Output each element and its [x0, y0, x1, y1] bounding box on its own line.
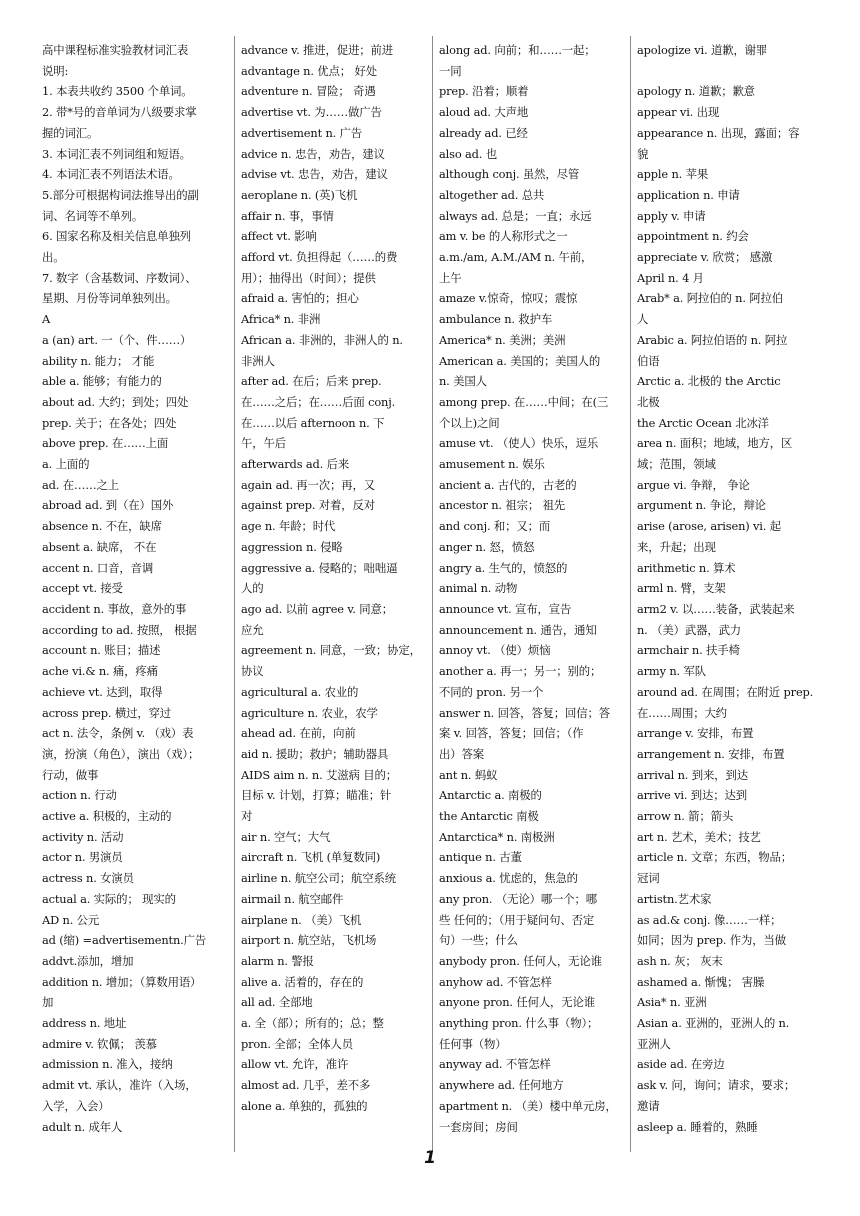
entry-line: arrangement n. 安排，布置: [637, 746, 785, 761]
entry-line: arml n. 臂，支架: [637, 581, 726, 596]
entry-line: anger n. 怒，愤怒: [439, 539, 535, 554]
entry-line: ash n. 灰； 灰末: [637, 953, 723, 968]
entry-line: apply v. 申请: [637, 208, 706, 223]
entry-line: agriculture n. 农业，农学: [241, 705, 378, 720]
entry-line: 星期、月份等词单独列出。: [42, 291, 177, 306]
entry-line: 高中课程标准实验教材词汇表: [42, 43, 189, 57]
entry-line: airport n. 航空站，飞机场: [241, 933, 377, 948]
entry-line: article n. 文章；东西，物品；: [637, 850, 792, 865]
entry-line: 6. 国家名称及相关信息单独列: [42, 229, 191, 244]
entry-line: always ad. 总是；一直；永远: [439, 208, 592, 223]
entry-line: Arctic a. 北极的 the Arctic: [637, 374, 781, 389]
entry-line: [637, 61, 822, 82]
entry-line: 说明:: [42, 63, 69, 78]
entry-line: n. （美）武器，武力: [637, 622, 742, 637]
entry-line: Antarctica* n. 南极洲: [439, 829, 555, 844]
entry-line: n. 美国人: [439, 374, 487, 389]
entry-line: anyone pron. 任何人，无论谁: [439, 995, 596, 1010]
entry-line: after ad. 在后；后来 prep.: [241, 374, 382, 389]
entry-line: allow vt. 允许，准许: [241, 1057, 349, 1072]
entry-line: arrive vi. 到达；达到: [637, 788, 747, 803]
entry-line: ancestor n. 祖宗； 祖先: [439, 498, 566, 513]
entry-line: adult n. 成年人: [42, 1119, 123, 1134]
entry-line: arithmetic n. 算术: [637, 560, 736, 575]
entry-line: actual a. 实际的； 现实的: [42, 891, 176, 906]
entry-line: 5.部分可根据构词法推导出的副: [42, 187, 199, 202]
entry-line: aggressive a. 侵略的；咄咄逼: [241, 560, 398, 575]
entry-line: ago ad. 以前 agree v. 同意；: [241, 601, 393, 616]
entry-line: admission n. 准入，接纳: [42, 1057, 173, 1072]
entry-line: artistn.艺术家: [637, 891, 712, 906]
entry-line: apologize vi. 道歉，谢罪: [637, 43, 768, 57]
entry-line: afford vt. 负担得起（……的费: [241, 250, 398, 265]
entry-line: Asia* n. 亚洲: [637, 995, 707, 1010]
entry-line: accident n. 事故，意外的事: [42, 601, 187, 616]
entry-line: anyway ad. 不管怎样: [439, 1057, 551, 1072]
entry-line: 一同: [439, 63, 462, 78]
entry-line: 冠词: [637, 871, 660, 886]
entry-line: ambulance n. 救护车: [439, 312, 553, 327]
entry-line: alone a. 单独的，孤独的: [241, 1098, 368, 1113]
entry-line: already ad. 已经: [439, 125, 528, 140]
entry-line: arise (arose, arisen) vi. 起: [637, 519, 781, 534]
entry-line: prep. 关于；在各处；四处: [42, 415, 177, 430]
entry-line: apology n. 道歉；歉意: [637, 84, 755, 99]
entry-line: answer n. 回答，答复；回信；答: [439, 705, 611, 720]
entry-line: art n. 艺术，美术；技艺: [637, 829, 761, 844]
entry-line: am v. be 的人称形式之一: [439, 229, 568, 244]
entry-line: 在……周围；大约: [637, 705, 727, 720]
entry-line: a (an) art. 一（个、件……）: [42, 332, 192, 347]
entry-line: admit vt. 承认，准许（入场，: [42, 1078, 197, 1093]
entry-line: 加: [42, 995, 54, 1010]
entry-line: amusement n. 娱乐: [439, 457, 545, 472]
entry-line: 入学，入会）: [42, 1098, 110, 1113]
entry-line: 午，午后: [241, 436, 286, 451]
entry-line: afterwards ad. 后来: [241, 457, 350, 472]
entry-line: 4. 本词汇表不列语法术语。: [42, 167, 180, 182]
entry-line: a. 上面的: [42, 457, 90, 472]
entry-line: agricultural a. 农业的: [241, 684, 359, 699]
entry-line: above prep. 在……上面: [42, 436, 169, 451]
entry-line: argument n. 争论，辩论: [637, 498, 766, 513]
entry-line: AD n. 公元: [42, 912, 100, 927]
entry-line: anxious a. 忧虑的，焦急的: [439, 871, 578, 886]
entry-line: 应允: [241, 622, 264, 637]
entry-line: accept vt. 接受: [42, 581, 123, 596]
entry-line: 在……以后 afternoon n. 下: [241, 415, 385, 430]
entry-line: accent n. 口音，音调: [42, 560, 154, 575]
entry-line: apartment n. （美）楼中单元房，: [439, 1098, 617, 1113]
entry-line: airplane n. （美）飞机: [241, 912, 362, 927]
entry-line: arrow n. 箭；箭头: [637, 809, 734, 824]
entry-line: 用）；抽得出（时间）；提供: [241, 270, 376, 285]
entry-line: announcement n. 通告，通知: [439, 622, 597, 637]
entry-line: advance v. 推进，促进；前进: [241, 43, 393, 57]
entry-line: air n. 空气；大气: [241, 829, 331, 844]
entry-line: airline n. 航空公司；航空系统: [241, 871, 396, 886]
entry-line: American a. 美国的；美国人的: [439, 353, 601, 368]
entry-line: advertise vt. 为……做广告: [241, 105, 382, 120]
entry-line: 词、名词等不单列。: [42, 208, 144, 223]
entry-line: advise vt. 忠告，劝告，建议: [241, 167, 388, 182]
entry-line: 来，升起；出现: [637, 539, 716, 554]
entry-line: another a. 再一；另一；别的；: [439, 664, 602, 679]
entry-line: and conj. 和；又；而: [439, 519, 551, 534]
entry-line: appearance n. 出现，露面；容: [637, 125, 800, 140]
entry-line: although conj. 虽然，尽管: [439, 167, 580, 182]
entry-line: argue vi. 争辩， 争论: [637, 477, 750, 492]
entry-line: 个以上)之间: [439, 415, 500, 430]
entry-line: along ad. 向前；和……一起；: [439, 43, 596, 57]
entry-line: account n. 账目；描述: [42, 643, 161, 658]
entry-line: aside ad. 在旁边: [637, 1057, 725, 1072]
entry-line: among prep. 在……中间；在(三: [439, 394, 609, 409]
entry-line: the Antarctic 南极: [439, 809, 539, 824]
entry-line: anybody pron. 任何人，无论谁: [439, 953, 602, 968]
entry-line: against prep. 对着，反对: [241, 498, 376, 513]
entry-line: 貌: [637, 146, 649, 161]
entry-line: Africa* n. 非洲: [241, 312, 321, 327]
entry-line: arrival n. 到来，到达: [637, 767, 748, 782]
entry-line: addvt.添加，增加: [42, 953, 134, 968]
entry-line: anything pron. 什么事（物）；: [439, 1016, 599, 1031]
entry-line: April n. 4 月: [637, 270, 704, 285]
entry-line: 上午: [439, 270, 462, 285]
entry-line: adventure n. 冒险； 奇遇: [241, 84, 376, 99]
entry-line: army n. 军队: [637, 664, 706, 679]
entry-line: 协议: [241, 664, 264, 679]
entry-line: 如同；因为 prep. 作为，当做: [637, 933, 786, 948]
entry-line: armchair n. 扶手椅: [637, 643, 740, 658]
entry-line: a.m./am, A.M./AM n. 午前，: [439, 250, 593, 265]
entry-line: 句）一些；什么: [439, 933, 518, 948]
entry-line: ancient a. 古代的，古老的: [439, 477, 577, 492]
word-columns: [36, 36, 828, 1152]
entry-line: admire v. 钦佩； 羡慕: [42, 1036, 157, 1051]
entry-line: Arabic a. 阿拉伯语的 n. 阿拉: [637, 332, 788, 347]
entry-line: affect vt. 影响: [241, 229, 317, 244]
entry-line: aid n. 援助；救护；辅助器具: [241, 746, 389, 761]
entry-line: 一套房间；房间: [439, 1119, 518, 1134]
entry-line: prep. 沿着；顺着: [439, 84, 529, 99]
entry-line: actress n. 女演员: [42, 871, 134, 886]
entry-line: animal n. 动物: [439, 581, 518, 596]
entry-line: altogether ad. 总共: [439, 187, 545, 202]
entry-line: aggression n. 侵略: [241, 539, 343, 554]
entry-line: area n. 面积；地域，地方，区: [637, 436, 793, 451]
entry-line: act n. 法令，条例 v. （戏）表: [42, 726, 194, 741]
entry-line: achieve vt. 达到，取得: [42, 684, 163, 699]
entry-line: actor n. 男演员: [42, 850, 123, 865]
entry-line: ache vi.& n. 痛，疼痛: [42, 664, 158, 679]
entry-line: absence n. 不在，缺席: [42, 519, 162, 534]
entry-line: ask v. 问，询问；请求，要求；: [637, 1078, 796, 1093]
entry-line: 邀请: [637, 1098, 660, 1113]
entry-line: African a. 非洲的，非洲人的 n.: [241, 332, 403, 347]
entry-line: 7. 数字（含基数词、序数词）、: [42, 270, 197, 285]
entry-line: almost ad. 几乎，差不多: [241, 1078, 371, 1093]
entry-line: 1. 本表共收约 3500 个单词。: [42, 84, 193, 99]
entry-line: 域；范围，领域: [637, 457, 716, 472]
entry-line: also ad. 也: [439, 146, 497, 161]
page-number: 1: [424, 1148, 436, 1168]
entry-line: address n. 地址: [42, 1016, 127, 1031]
entry-line: age n. 年龄；时代: [241, 519, 336, 534]
entry-line: Asian a. 亚洲的，亚洲人的 n.: [637, 1016, 790, 1031]
entry-line: advertisement n. 广告: [241, 125, 363, 140]
entry-line: ant n. 蚂蚁: [439, 767, 498, 782]
entry-line: again ad. 再一次；再，又: [241, 477, 375, 492]
entry-line: 在……之后；在……后面 conj.: [241, 394, 396, 409]
entry-line: abroad ad. 到（在）国外: [42, 498, 174, 513]
entry-line: 人的: [241, 581, 264, 596]
entry-line: 对: [241, 809, 253, 824]
entry-line: all ad. 全部地: [241, 995, 313, 1010]
entry-line: alive a. 活着的，存在的: [241, 974, 364, 989]
entry-line: annoy vt. （使）烦恼: [439, 643, 551, 658]
entry-line: any pron. （无论）哪一个；哪: [439, 891, 598, 906]
entry-line: 演，扮演（角色），演出（戏）；: [42, 746, 200, 761]
entry-line: A: [42, 312, 51, 327]
entry-line: angry a. 生气的，愤怒的: [439, 560, 568, 575]
entry-line: able a. 能够；有能力的: [42, 374, 162, 389]
entry-line: arm2 v. 以……装备，武装起来: [637, 601, 795, 616]
vocabulary-page: [36, 36, 828, 1152]
entry-line: amaze v.惊奇，惊叹；震惊: [439, 291, 578, 306]
entry-line: ability n. 能力； 才能: [42, 353, 155, 368]
entry-line: 伯语: [637, 353, 660, 368]
entry-line: pron. 全部；全体人员: [241, 1036, 353, 1051]
entry-line: announce vt. 宣布，宣告: [439, 601, 572, 616]
entry-line: 案 v. 回答，答复；回信；（作: [439, 726, 584, 741]
entry-line: as ad.& conj. 像……一样；: [637, 912, 782, 927]
entry-line: active a. 积极的，主动的: [42, 809, 172, 824]
entry-line: ashamed a. 惭愧； 害臊: [637, 974, 765, 989]
column-3: [432, 36, 630, 1152]
entry-line: apple n. 苹果: [637, 167, 709, 182]
entry-line: affair n. 事，事情: [241, 208, 334, 223]
entry-line: according to ad. 按照， 根据: [42, 622, 197, 637]
entry-line: ahead ad. 在前，向前: [241, 726, 356, 741]
entry-line: 出）答案: [439, 746, 484, 761]
entry-line: addition n. 增加；（算数用语）: [42, 974, 202, 989]
entry-line: across prep. 横过，穿过: [42, 705, 172, 720]
entry-line: appreciate v. 欣赏； 感激: [637, 250, 773, 265]
entry-line: around ad. 在周围；在附近 prep.: [637, 684, 814, 699]
entry-line: Arab* a. 阿拉伯的 n. 阿拉伯: [637, 291, 784, 306]
entry-line: 人: [637, 312, 649, 327]
entry-line: 亚洲人: [637, 1036, 671, 1051]
entry-line: anywhere ad. 任何地方: [439, 1078, 564, 1093]
entry-line: afraid a. 害怕的；担心: [241, 291, 359, 306]
entry-line: 出。: [42, 250, 65, 265]
entry-line: asleep a. 睡着的，熟睡: [637, 1119, 758, 1134]
entry-line: 目标 v. 计划，打算；瞄准；针: [241, 788, 392, 803]
entry-line: aircraft n. 飞机 (单复数同): [241, 850, 381, 865]
entry-line: agreement n. 同意，一致；协定，: [241, 643, 421, 658]
entry-line: a. 全（部）；所有的；总；整: [241, 1016, 384, 1031]
entry-line: appointment n. 约会: [637, 229, 749, 244]
entry-line: activity n. 活动: [42, 829, 124, 844]
column-1: [36, 36, 234, 1152]
entry-line: aeroplane n. (英)飞机: [241, 187, 358, 202]
entry-line: 北极: [637, 394, 660, 409]
entry-line: aloud ad. 大声地: [439, 105, 529, 120]
entry-line: action n. 行动: [42, 788, 117, 803]
entry-line: 行动，做事: [42, 767, 99, 782]
entry-line: 2. 带*号的音单词为八级要求掌: [42, 105, 197, 120]
entry-line: ad. 在……之上: [42, 477, 119, 492]
entry-line: about ad. 大约；到处；四处: [42, 394, 189, 409]
entry-line: 任何事（物）: [439, 1036, 507, 1051]
entry-line: application n. 申请: [637, 187, 740, 202]
column-4: [630, 36, 828, 1152]
entry-line: ad (缩) =advertisementn.广告: [42, 933, 207, 948]
entry-line: 不同的 pron. 另一个: [439, 684, 544, 699]
entry-line: 3. 本词汇表不列词组和短语。: [42, 146, 191, 161]
entry-line: airmail n. 航空邮件: [241, 891, 344, 906]
entry-line: advantage n. 优点； 好处: [241, 63, 377, 78]
entry-line: 些 任何的；（用于疑问句、否定: [439, 912, 595, 927]
entry-line: antique n. 古董: [439, 850, 522, 865]
entry-line: anyhow ad. 不管怎样: [439, 974, 552, 989]
entry-line: alarm n. 警报: [241, 953, 314, 968]
entry-line: advice n. 忠告，劝告，建议: [241, 146, 385, 161]
entry-line: 非洲人: [241, 353, 275, 368]
entry-line: absent a. 缺席， 不在: [42, 539, 157, 554]
entry-line: arrange v. 安排，布置: [637, 726, 754, 741]
entry-line: America* n. 美洲；美洲: [439, 332, 566, 347]
entry-line: the Arctic Ocean 北冰洋: [637, 415, 769, 430]
entry-line: Antarctic a. 南极的: [439, 788, 542, 803]
column-2: [234, 36, 432, 1152]
entry-line: AIDS aim n. n. 艾滋病 目的；: [241, 767, 397, 782]
entry-line: 握的词汇。: [42, 125, 99, 140]
entry-line: amuse vt. （使人）快乐，逗乐: [439, 436, 599, 451]
entry-line: appear vi. 出现: [637, 105, 720, 120]
